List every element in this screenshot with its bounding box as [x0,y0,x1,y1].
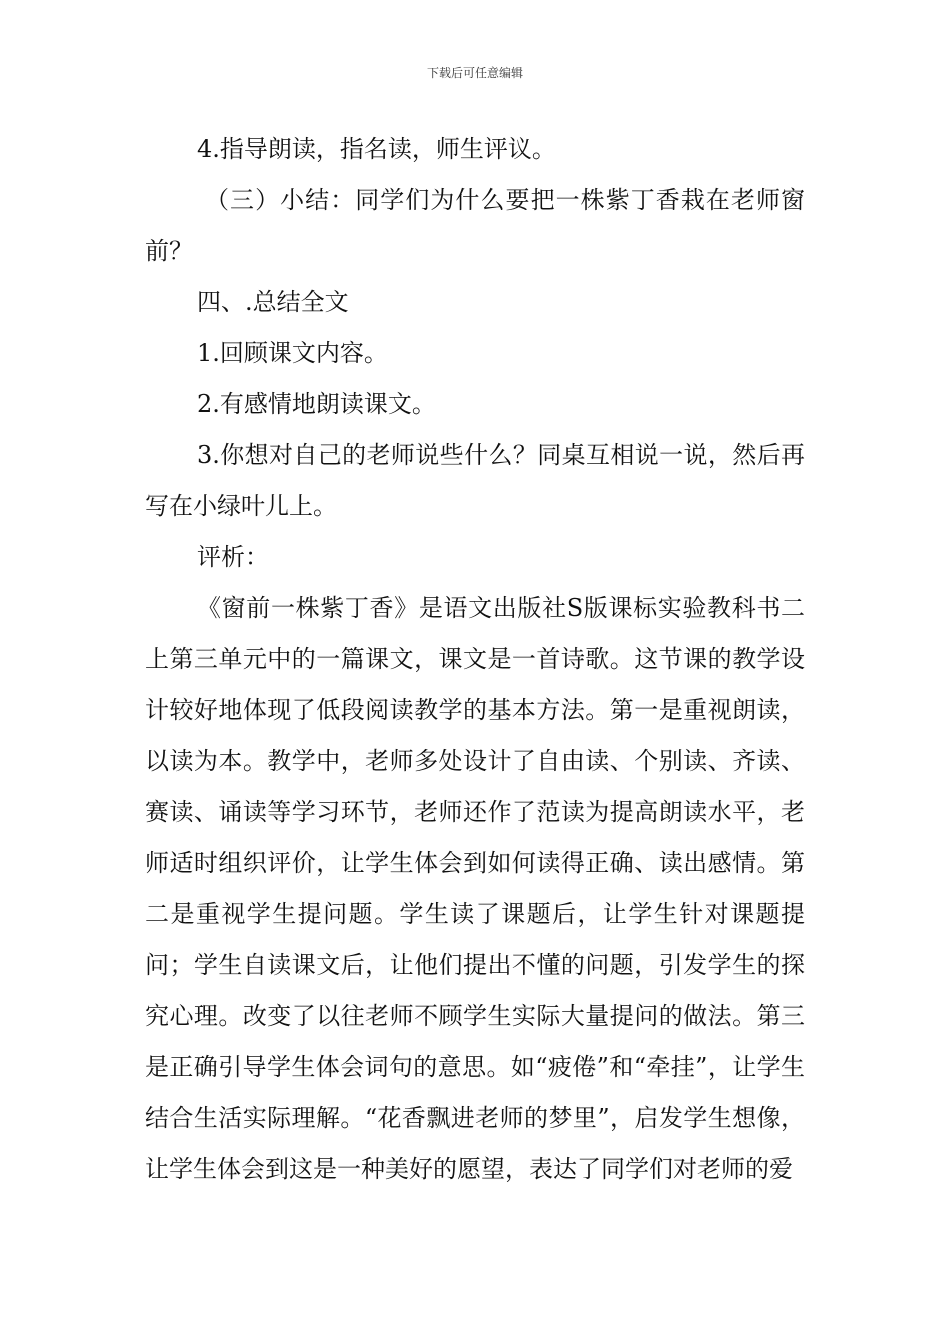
paragraph-commentary: 《窗前一株紫丁香》是语文出版社S版课标实验教科书二上第三单元中的一篇课文，课文是一首诗歌。这节课的教学设计较好地体现了低段阅读教学的基本方法。第一是重视朗读，以读为本。教学中，老师多处设计了自由读、个别读、齐读、赛读、诵读等学习环节，老师还作了范读为提高朗读水平，老师适时组织评价，让学生体会到如何读得正确、读出感情。第二是重视学生提问题。学生读了课题后，让学生针对课题提问；学生自读课文后，让他们提出不懂的问题，引发学生的探究心理。改变了以往老师不顾学生实际大量提问的做法。第三是正确引导学生体会词句的意思。如“疲倦”和“牵挂”，让学生结合生活实际理解。“花香飘进老师的梦里”，启发学生想像，让学生体会到这是一种美好的愿望，表达了同学们对老师的爱 [145,594,805,1183]
paragraph-review-content: 1.回顾课文内容。 [197,339,388,367]
paragraph-guided-reading: 4.指导朗读，指名读，师生评议。 [197,135,556,163]
paragraph-summary-question: （三）小结：同学们为什么要把一株紫丁香栽在老师窗前？ [145,186,805,265]
page-header: 下载后可任意编辑 [426,66,523,80]
paragraph-speak-to-teacher: 3.你想对自己的老师说些什么？同桌互相说一说，然后再写在小绿叶儿上。 [145,441,805,520]
paragraph-read-with-feeling: 2.有感情地朗读课文。 [197,390,436,418]
section-heading-commentary: 评析： [197,543,269,571]
section-heading-conclusion: 四、.总结全文 [197,288,349,316]
document-body [145,124,805,1195]
